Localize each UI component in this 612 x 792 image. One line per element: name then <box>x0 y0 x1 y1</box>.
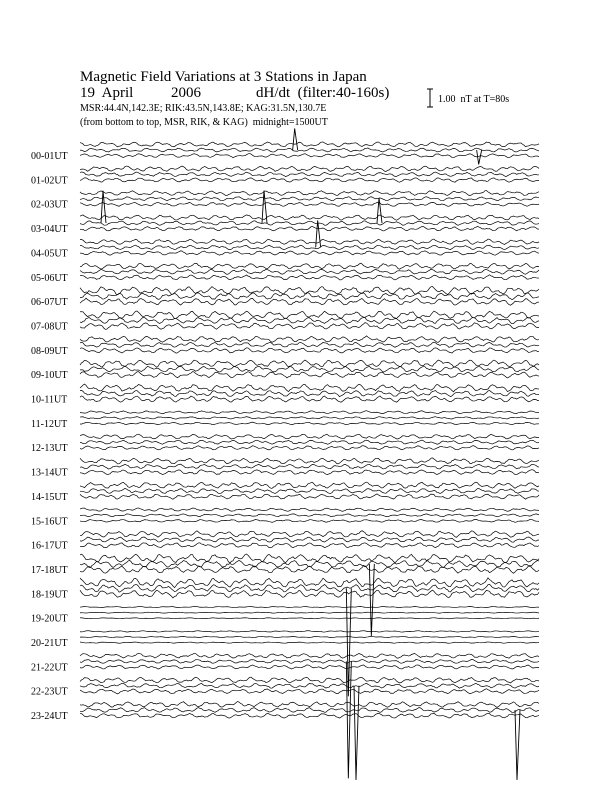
hour-row-23 <box>31 701 539 722</box>
trace-msr <box>80 470 539 475</box>
trace-msr <box>80 372 539 378</box>
hour-row-18 <box>31 578 539 600</box>
trace-rik <box>80 584 539 592</box>
hour-row-9 <box>31 360 539 381</box>
trace-msr <box>80 226 539 231</box>
hour-label: 14-15UT <box>31 491 68 503</box>
hour-label: 06-07UT <box>31 297 68 309</box>
station-coordinates: MSR:44.4N,142.3E; RIK:43.5N,143.8E; KAG:31.5N,130.7E <box>80 103 327 114</box>
trace-kag <box>80 434 539 439</box>
trace-kag <box>80 508 539 511</box>
trace-kag <box>80 311 539 319</box>
hour-row-11 <box>31 411 539 430</box>
trace-rik <box>80 417 539 419</box>
hour-label: 04-05UT <box>31 248 68 260</box>
spike-3 <box>262 191 267 223</box>
hour-label: 02-03UT <box>31 199 68 211</box>
station-order-note: (from bottom to top, MSR, RIK, & KAG) midnight=1500UT <box>80 117 328 128</box>
trace-rik <box>80 197 539 201</box>
hour-row-16 <box>31 531 539 552</box>
hour-label: 16-17UT <box>31 540 68 552</box>
trace-kag <box>80 554 539 563</box>
trace-rik <box>80 269 539 274</box>
trace-msr <box>80 422 539 425</box>
trace-rik <box>80 172 539 177</box>
hour-label: 05-06UT <box>31 272 68 284</box>
hour-label: 19-20UT <box>31 613 68 625</box>
hour-label: 11-12UT <box>31 418 68 430</box>
hour-row-20 <box>31 631 539 649</box>
hour-row-6 <box>31 287 539 309</box>
trace-rik <box>80 636 539 637</box>
trace-msr <box>80 713 539 718</box>
trace-rik <box>80 537 539 542</box>
trace-rik <box>80 659 539 663</box>
trace-msr <box>80 446 539 450</box>
date-year: 2006 <box>171 85 201 101</box>
hour-row-2 <box>31 191 539 211</box>
hour-row-3 <box>31 215 539 235</box>
hour-row-1 <box>31 166 539 186</box>
trace-msr <box>80 566 539 573</box>
trace-kag <box>80 458 539 464</box>
trace-kag <box>80 482 539 488</box>
hour-row-14 <box>31 482 539 503</box>
hour-label: 00-01UT <box>31 151 68 162</box>
hour-label: 08-09UT <box>31 345 68 357</box>
trace-msr <box>80 298 539 305</box>
trace-msr <box>80 202 539 206</box>
trace-kag <box>80 239 539 244</box>
trace-msr <box>80 275 539 280</box>
chart-title: Magnetic Field Variations at 3 Stations in Japan <box>80 69 367 85</box>
spike-10 <box>515 710 520 780</box>
trace-kag <box>80 191 539 196</box>
trace-kag <box>80 215 539 220</box>
hour-row-7 <box>31 311 539 332</box>
spike-1 <box>477 150 482 164</box>
trace-kag <box>80 531 539 538</box>
hour-row-0 <box>31 142 539 162</box>
hour-row-12 <box>31 434 539 454</box>
trace-rik <box>80 488 539 493</box>
trace-kag <box>80 606 539 607</box>
spike-9 <box>354 686 359 780</box>
hour-row-19 <box>31 606 539 624</box>
spike-2 <box>101 191 106 223</box>
hour-label: 18-19UT <box>31 589 68 601</box>
trace-kag <box>80 166 539 171</box>
trace-msr <box>80 251 539 255</box>
scale-bar <box>427 89 433 107</box>
trace-kag <box>80 263 539 269</box>
spike-6 <box>369 564 374 636</box>
hour-label: 13-14UT <box>31 467 68 479</box>
hour-label: 22-23UT <box>31 686 68 698</box>
trace-rik <box>80 245 539 250</box>
hour-row-15 <box>31 508 539 527</box>
trace-rik <box>80 390 539 396</box>
hour-row-4 <box>31 239 539 259</box>
trace-kag <box>80 360 539 367</box>
scale-bar-label: 1.00 nT at T=80s <box>438 94 510 105</box>
hour-row-21 <box>31 653 539 673</box>
trace-rik <box>80 342 539 347</box>
trace-rik <box>80 560 539 567</box>
hour-label: 09-10UT <box>31 370 68 382</box>
hour-label: 12-13UT <box>31 443 68 455</box>
trace-msr <box>80 689 539 694</box>
trace-msr <box>80 642 539 643</box>
hour-label: 03-04UT <box>31 224 68 236</box>
date-day: 19 April <box>80 85 134 101</box>
trace-msr <box>80 618 539 619</box>
hour-row-17 <box>31 554 539 576</box>
trace-msr <box>80 494 539 499</box>
spike-0 <box>293 128 298 150</box>
hour-row-5 <box>31 263 539 284</box>
trace-kag <box>80 578 539 588</box>
trace-kag <box>80 677 539 683</box>
spike-5 <box>316 220 321 247</box>
trace-kag <box>80 701 539 707</box>
trace-msr <box>80 590 539 598</box>
trace-kag <box>80 336 539 342</box>
trace-msr <box>80 348 539 353</box>
trace-kag <box>80 384 539 392</box>
trace-kag <box>80 411 539 414</box>
hour-row-22 <box>31 677 539 698</box>
hour-row-8 <box>31 336 539 357</box>
trace-msr <box>80 519 539 522</box>
trace-msr <box>80 543 539 548</box>
trace-msr <box>80 396 539 402</box>
trace-rik <box>80 440 539 444</box>
trace-rik <box>80 708 539 713</box>
hour-label: 23-24UT <box>31 711 68 723</box>
spike-4 <box>377 198 382 223</box>
trace-kag <box>80 631 539 632</box>
hour-label: 20-21UT <box>31 638 68 649</box>
trace-kag <box>80 142 539 147</box>
hour-row-10 <box>31 384 539 405</box>
trace-msr <box>80 323 539 330</box>
trace-rik <box>80 612 539 613</box>
hour-label: 17-18UT <box>31 564 68 576</box>
trace-rik <box>80 366 539 372</box>
filter-label: dH/dt (filter:40-160s) <box>256 85 390 101</box>
trace-kag <box>80 653 539 658</box>
trace-rik <box>80 683 539 688</box>
trace-rik <box>80 221 539 226</box>
hour-label: 07-08UT <box>31 321 68 333</box>
trace-msr <box>80 665 539 669</box>
hour-row-13 <box>31 458 539 479</box>
hour-label: 10-11UT <box>31 394 68 406</box>
trace-msr <box>80 153 539 157</box>
hour-label: 01-02UT <box>31 175 68 187</box>
trace-rik <box>80 464 539 469</box>
trace-rik <box>80 514 539 517</box>
trace-msr <box>80 178 539 182</box>
hour-label: 15-16UT <box>31 516 68 528</box>
hour-label: 21-22UT <box>31 662 68 674</box>
trace-rik <box>80 148 539 152</box>
